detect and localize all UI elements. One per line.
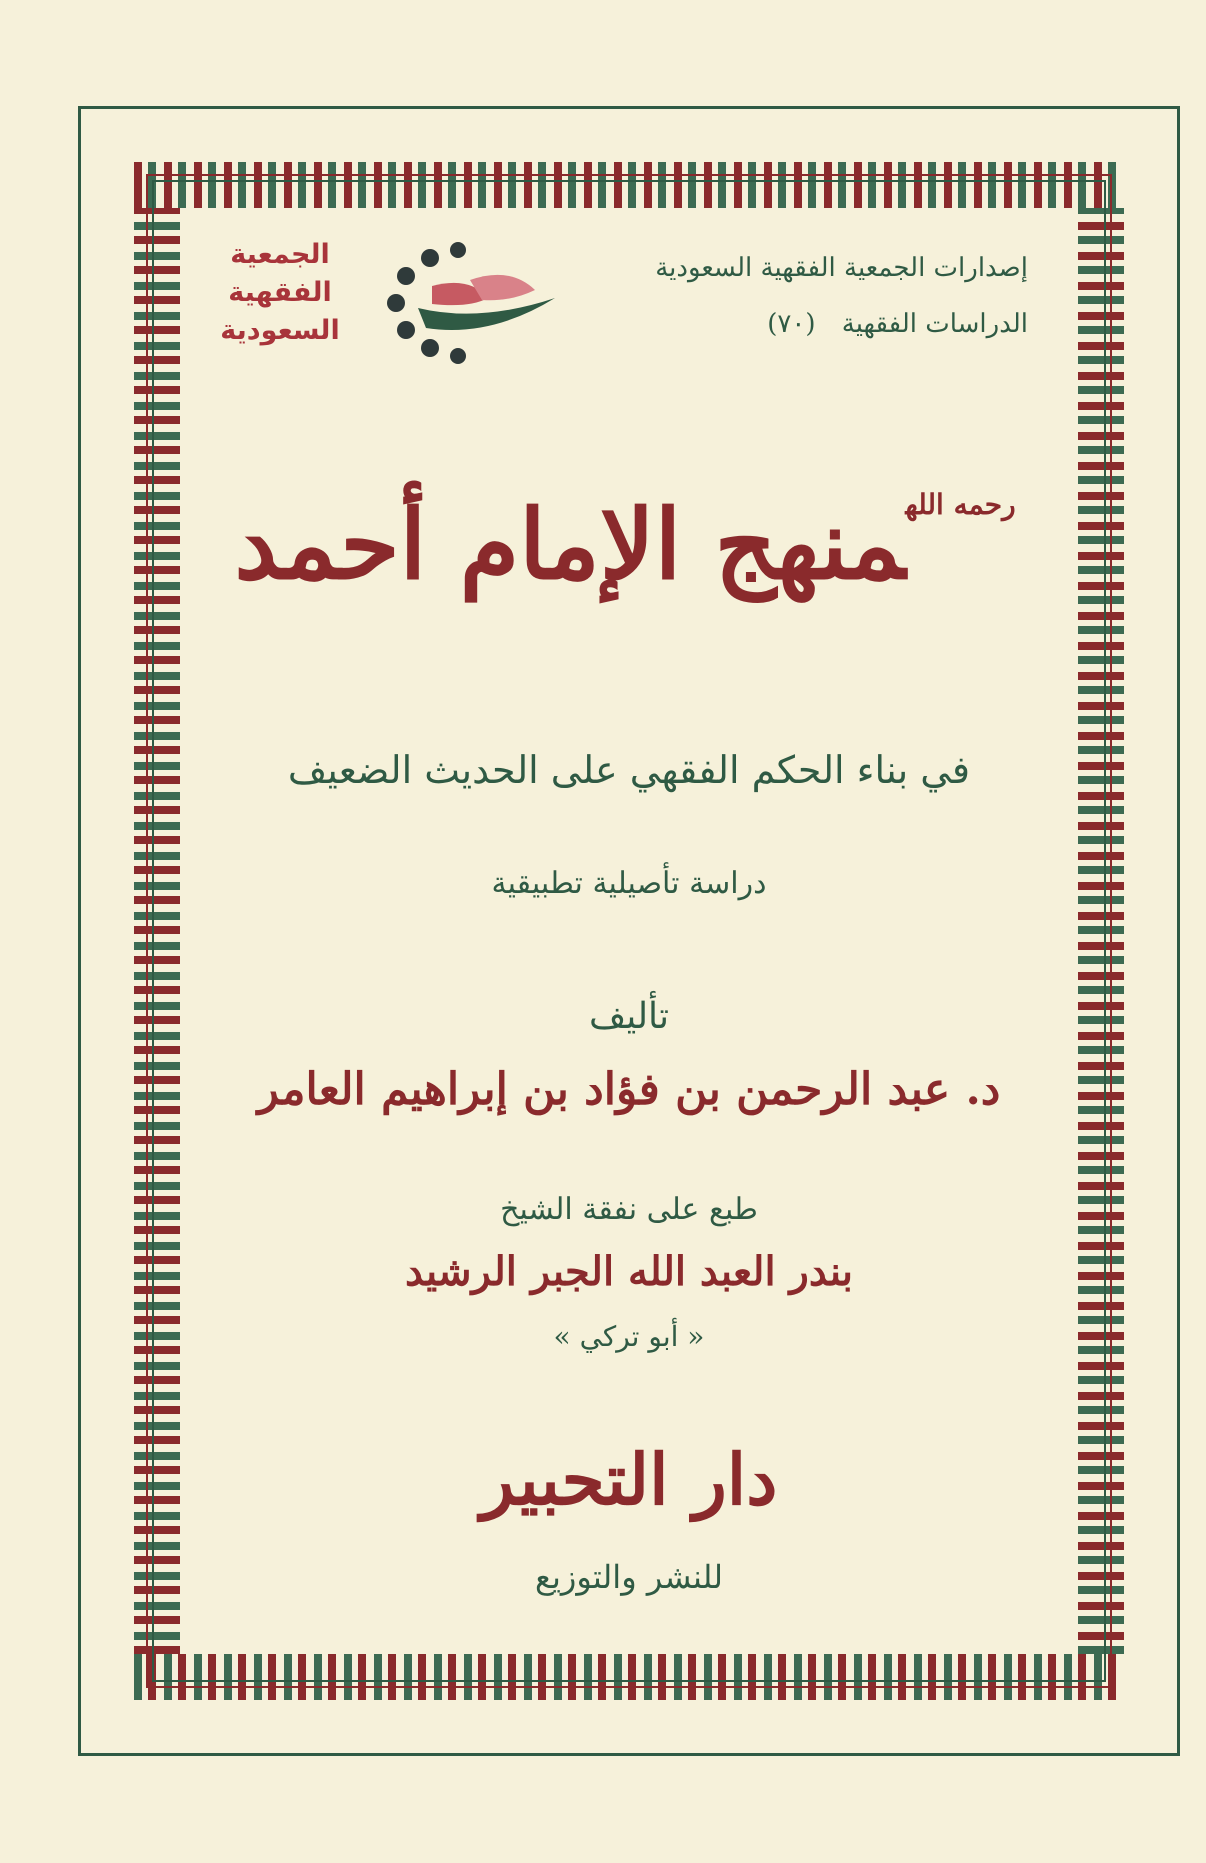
- series-subseries: الدراسات الفقهية: [841, 309, 1028, 339]
- book-cover: [160, 188, 1098, 1674]
- series-title: إصدارات الجمعية الفقهية السعودية: [655, 253, 1028, 283]
- author-name: د. عبد الرحمن بن فؤاد بن إبراهيم العامر: [257, 1064, 1001, 1115]
- study-type: دراسة تأصيلية تطبيقية: [491, 866, 767, 901]
- sponsor-kunya: « أبو تركي »: [553, 1320, 705, 1353]
- publisher-tagline: للنشر والتوزيع: [534, 1558, 724, 1596]
- organization-name-line-2: الفقهية: [228, 277, 332, 308]
- series-info: [655, 240, 1028, 352]
- organization-name-line-3: السعودية: [220, 315, 340, 346]
- book-subtitle: في بناء الحكم الفقهي على الحديث الضعيف: [287, 748, 971, 792]
- series-subtitle: [655, 296, 1028, 352]
- organization-name-line-1: الجمعية: [230, 239, 330, 270]
- sponsor-label: طبع على نفقة الشيخ: [500, 1192, 758, 1227]
- organization-name: [210, 236, 350, 350]
- organization-logo: [210, 228, 590, 378]
- book-title: [160, 488, 1098, 601]
- book-emblem-icon: [370, 228, 590, 378]
- publisher-logo: دار التحبير: [480, 1438, 778, 1521]
- sponsor-name: بندر العبد الله الجبر الرشيد: [404, 1248, 854, 1295]
- book-title-text: منهج الإمام أحمد: [234, 488, 906, 601]
- honorific: رحمه الله: [905, 488, 1016, 521]
- author-label: تأليف: [588, 996, 670, 1037]
- series-number: (٧٠): [767, 309, 816, 339]
